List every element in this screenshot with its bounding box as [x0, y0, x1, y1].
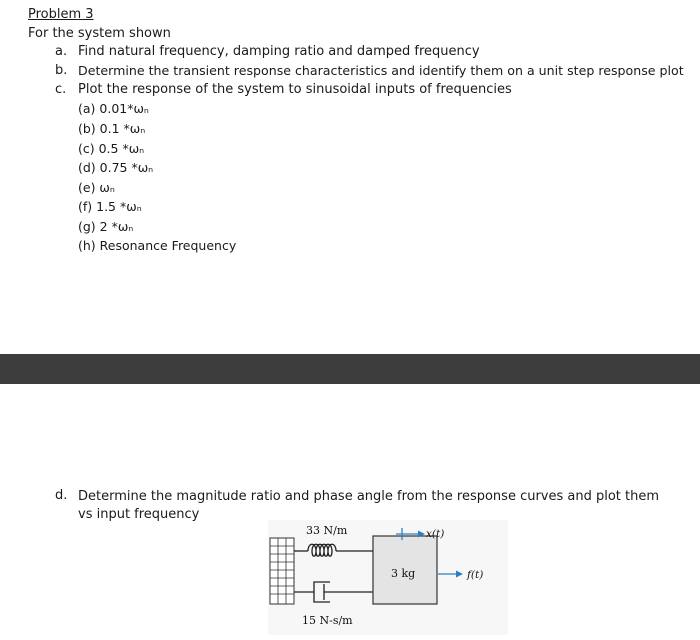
force-label: f(t) [467, 569, 484, 581]
task-a-marker: a. [55, 44, 68, 59]
task-b-marker: b. [55, 63, 68, 78]
frequency-item: (d) 0.75 *ωₙ [78, 160, 154, 175]
frequency-item: (b) 0.1 *ωₙ [78, 121, 146, 136]
section-divider-bar [0, 354, 700, 384]
mass-spring-damper-diagram [268, 520, 508, 635]
fixed-wall [270, 538, 294, 604]
spring-label: 33 N/m [306, 524, 348, 537]
frequency-item: (g) 2 *ωₙ [78, 219, 134, 234]
task-a-text: Find natural frequency, damping ratio and damped frequency [78, 44, 480, 59]
mass-label: 3 kg [391, 567, 416, 580]
problem-title: Problem 3 [28, 7, 94, 22]
frequency-item: (c) 0.5 *ωₙ [78, 141, 145, 156]
task-c-marker: c. [55, 82, 67, 97]
frequency-item: (h) Resonance Frequency [78, 238, 237, 253]
frequency-item: (a) 0.01*ωₙ [78, 101, 149, 116]
problem-intro: For the system shown [28, 26, 171, 41]
displacement-label: x(t) [426, 528, 445, 540]
frequency-item: (e) ωₙ [78, 180, 115, 195]
task-b-text: Determine the transient response characteristics and identify them on a unit step response plot [78, 63, 684, 78]
damper-label: 15 N-s/m [302, 614, 353, 627]
task-d-text: Determine the magnitude ratio and phase angle from the response curves and plot them vs input frequency [78, 489, 660, 522]
task-d-marker: d. [55, 488, 68, 503]
task-c-text: Plot the response of the system to sinusoidal inputs of frequencies [78, 82, 512, 97]
frequency-item: (f) 1.5 *ωₙ [78, 199, 142, 214]
